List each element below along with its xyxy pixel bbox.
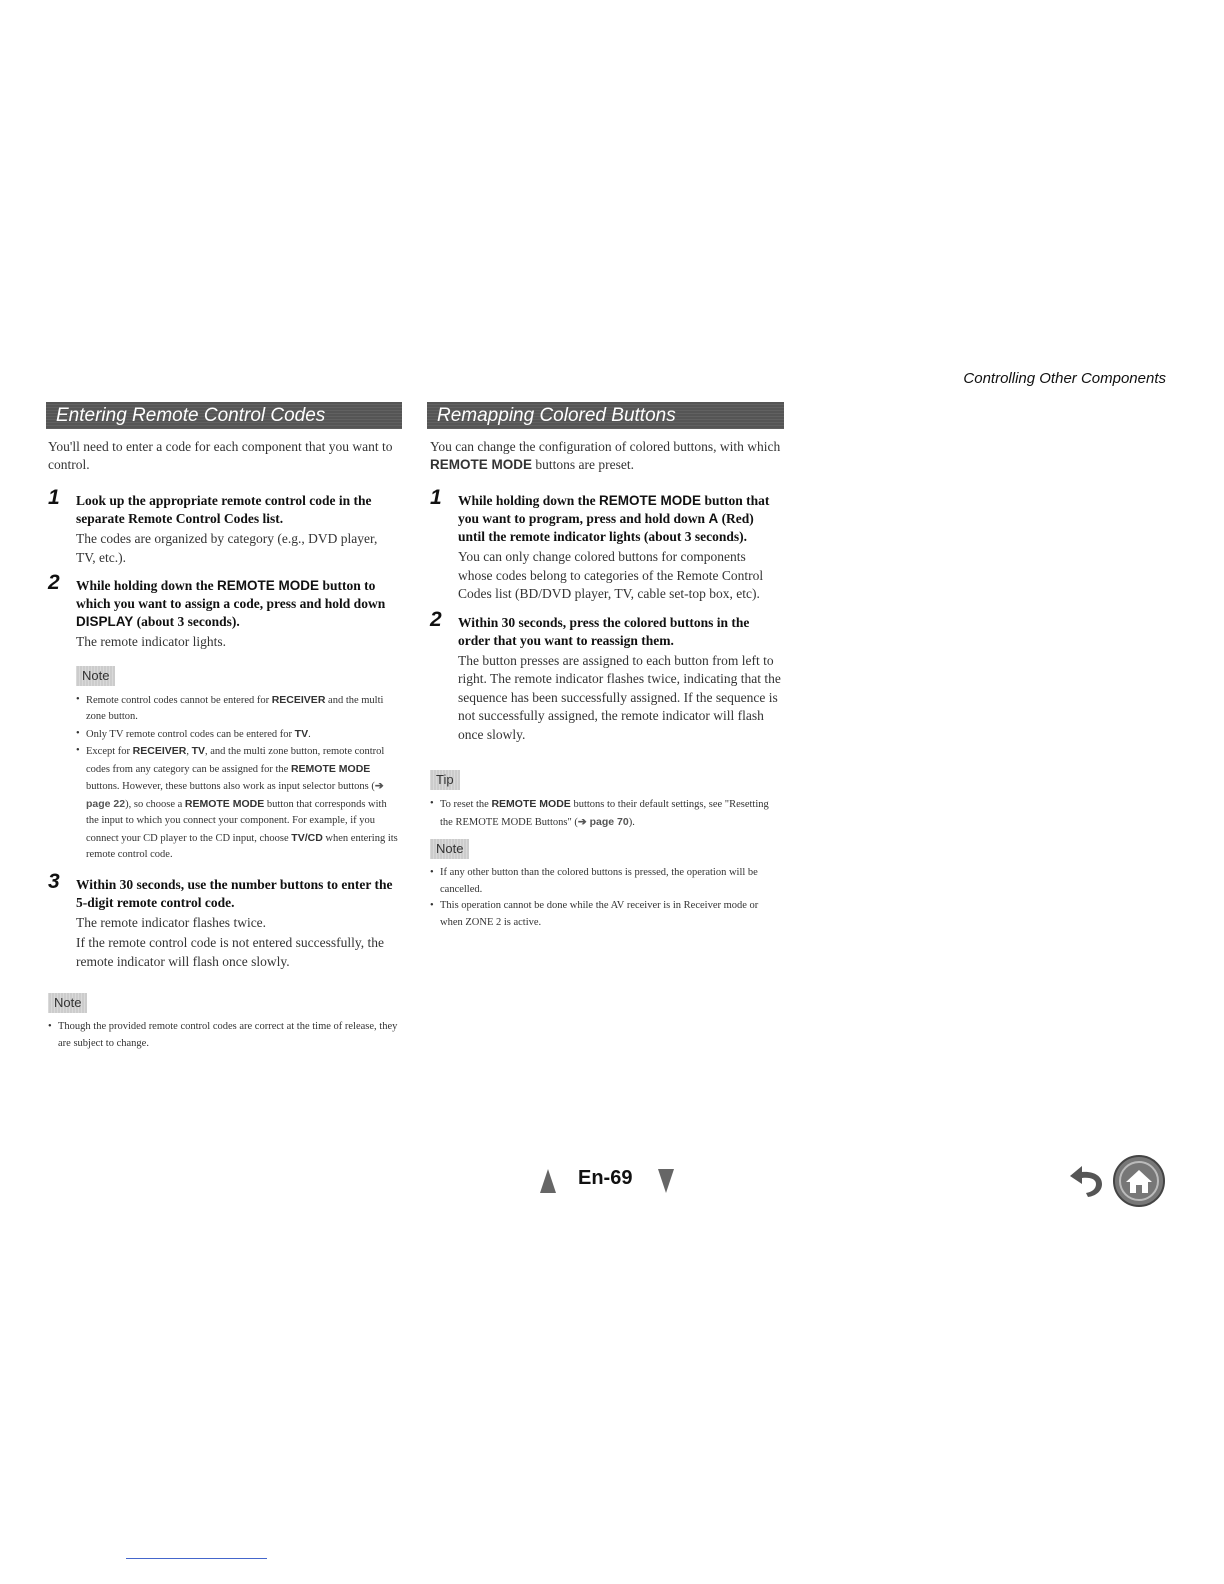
note-item: • This operation cannot be done while the AV receiver is in Receiver mode or when ZONE 2 is active. bbox=[430, 898, 782, 931]
step-title: While holding down the REMOTE MODE button to which you want to assign a code, press and hold down DISPLAY (about 3 seconds). bbox=[76, 578, 386, 629]
step-body: The remote indicator lights. bbox=[76, 634, 226, 649]
right-step-2 bbox=[430, 607, 782, 745]
step-number: 3 bbox=[48, 869, 60, 893]
step-title: Within 30 seconds, press the colored buttons in the order that you want to reassign them. bbox=[458, 614, 750, 648]
tip-label: Tip bbox=[430, 770, 460, 790]
left-section-banner: Entering Remote Control Codes bbox=[46, 402, 402, 429]
right-notes bbox=[430, 865, 782, 931]
note-item: • Remote control codes cannot be entered for RECEIVER and the multi zone button. bbox=[76, 692, 400, 726]
step-body: The button presses are assigned to each button from left to right. The remote indicator flashes twice, indicating that the sequence has been successfully assigned. If the sequence is not successfully assigned, the remote indicator will flash once slowly. bbox=[458, 652, 781, 742]
right-section-banner: Remapping Colored Buttons bbox=[427, 402, 784, 429]
note-item: • Only TV remote control codes can be entered for TV. bbox=[76, 726, 400, 744]
right-column bbox=[430, 438, 782, 931]
previous-page-arrow-icon[interactable] bbox=[540, 1169, 556, 1193]
bottom-note-label: Note bbox=[48, 993, 87, 1013]
note-item: • If any other button than the colored buttons is pressed, the operation will be cancelled. bbox=[430, 865, 782, 898]
step-title: While holding down the REMOTE MODE button that you want to program, press and hold down A (Red) until the remote indicator lights (about 3 seconds). bbox=[458, 493, 770, 544]
step-number: 1 bbox=[48, 486, 60, 509]
note-item: • Though the provided remote control codes are correct at the time of release, they are subject to change. bbox=[48, 1019, 400, 1052]
step-body: The remote indicator flashes twice. bbox=[76, 914, 267, 930]
note-label: Note bbox=[76, 666, 115, 686]
right-step-1 bbox=[430, 486, 782, 604]
note-item: • Except for RECEIVER, TV, and the multi zone button, remote control codes from any category can be assigned for the REMOTE MODE buttons. However, these buttons also work as input selector buttons (➔ page 22), so choose a REMOTE MODE button that corresponds with the input to which you connect your component. For example, if you connect your CD player to the CD input, choose TV/CD when entering its remote control code. bbox=[76, 743, 400, 864]
back-arrow-icon[interactable] bbox=[1064, 1160, 1108, 1200]
step-title: Look up the appropriate remote control code in the separate Remote Control Codes list. bbox=[76, 493, 372, 526]
note-label: Note bbox=[430, 839, 469, 859]
left-step-2 bbox=[48, 571, 400, 864]
footer-rule bbox=[126, 1558, 267, 1559]
next-page-arrow-icon[interactable] bbox=[658, 1169, 674, 1193]
left-intro: You'll need to enter a code for each component that you want to control. bbox=[48, 439, 393, 472]
section-label: Controlling Other Components bbox=[963, 370, 1166, 387]
bottom-notes bbox=[48, 1019, 400, 1052]
step-body: The codes are organized by category (e.g., DVD player, TV, etc.). bbox=[76, 531, 378, 565]
step-number: 1 bbox=[430, 486, 442, 509]
left-step-1 bbox=[48, 486, 400, 567]
right-intro: You can change the configuration of colored buttons, with which REMOTE MODE buttons are preset. bbox=[430, 439, 781, 472]
step-number: 2 bbox=[430, 607, 442, 631]
step-number: 2 bbox=[48, 571, 60, 594]
left-notes bbox=[76, 692, 400, 864]
page-link[interactable]: ➔ page 70 bbox=[577, 815, 629, 828]
left-step-3 bbox=[48, 869, 400, 972]
tip-item: • To reset the REMOTE MODE buttons to their default settings, see "Resetting the REMOTE MODE Buttons" (➔ page 70). bbox=[430, 796, 782, 831]
tip-list bbox=[430, 796, 782, 831]
step-title: Within 30 seconds, use the number buttons to enter the 5-digit remote control code. bbox=[76, 876, 393, 910]
left-column bbox=[48, 438, 400, 1052]
page-navigation bbox=[540, 1165, 680, 1199]
step-body: If the remote control code is not entered successfully, the remote indicator will flash once slowly. bbox=[76, 935, 385, 969]
page-link[interactable]: ➔ page 22 bbox=[86, 780, 384, 810]
step-body: You can only change colored buttons for components whose codes belong to categories of the Remote Control Codes list (BD/DVD player, TV, cable set-top box, etc). bbox=[458, 549, 764, 601]
page-number: En-69 bbox=[578, 1167, 633, 1189]
home-icon[interactable] bbox=[1112, 1154, 1166, 1208]
